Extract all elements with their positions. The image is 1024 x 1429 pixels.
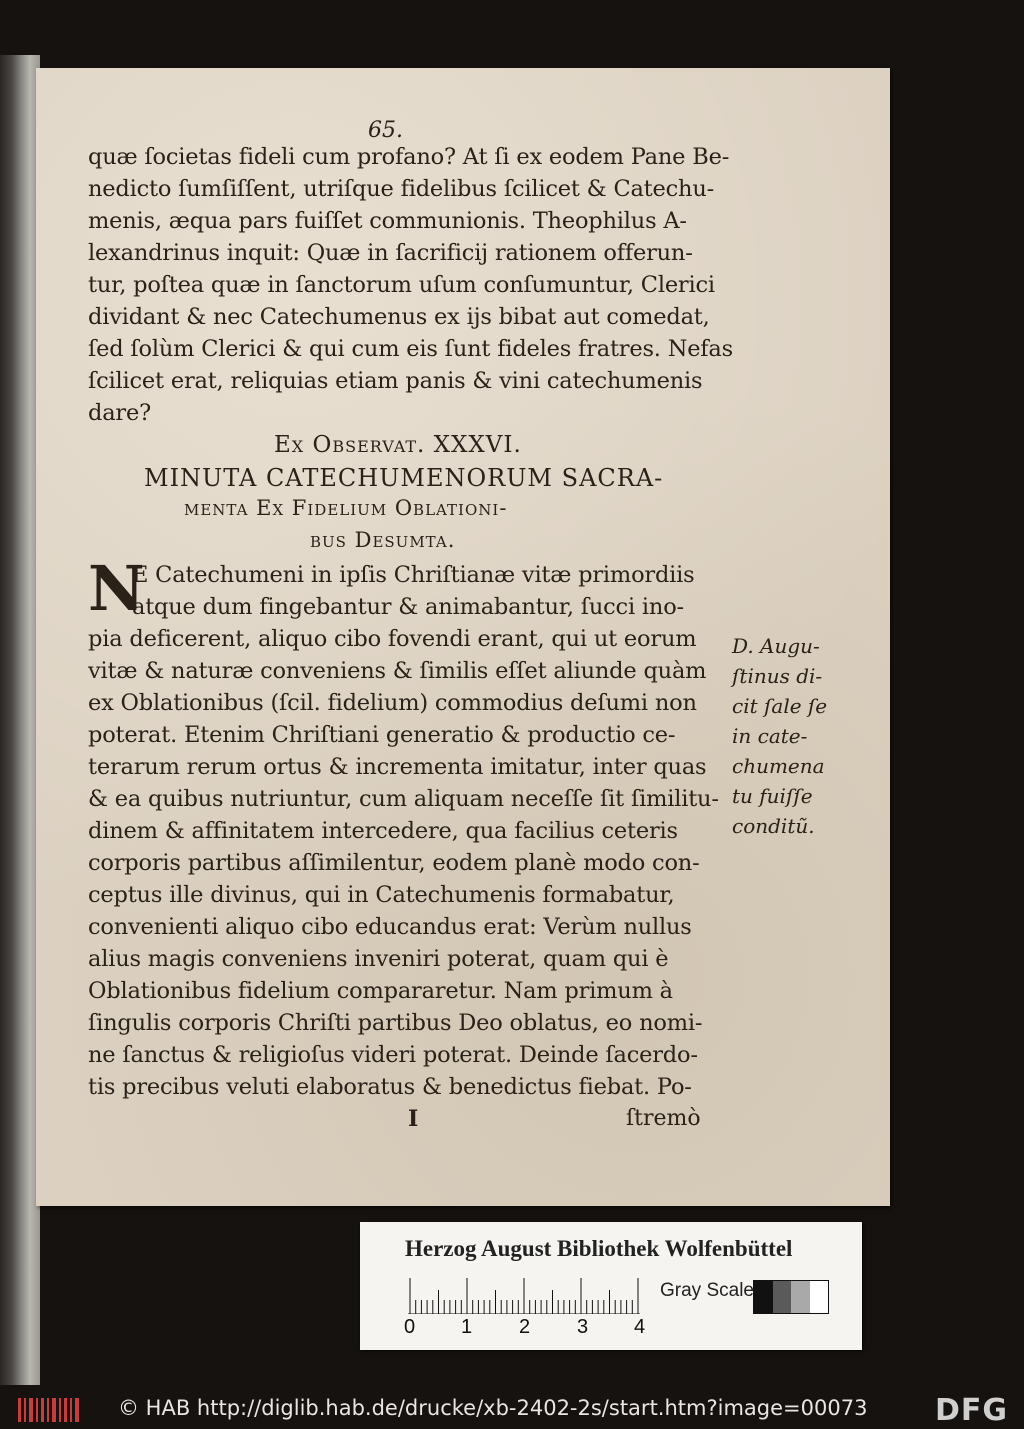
text-line: atque dum fingebantur & animabantur, ſucci ino-: [132, 594, 684, 620]
marginal-note: ſtinus di-: [732, 664, 823, 688]
text-line: dinem & affinitatem intercedere, qua facilius ceteris: [88, 818, 678, 844]
barcode-icon: [16, 1394, 86, 1426]
text-line: poterat. Etenim Chriſtiani generatio & productio ce-: [88, 722, 676, 748]
book-binding-edge: [0, 55, 40, 1385]
text-line: ſingulis corporis Chriſti partibus Deo oblatus, eo nomi-: [88, 1010, 703, 1036]
library-name: Herzog August Bibliothek Wolfenbüttel: [405, 1236, 793, 1261]
catchword: ſtremò: [626, 1106, 701, 1131]
text-line: tur, poſtea quæ in ſanctorum uſum conſumuntur, Clerici: [88, 272, 715, 298]
scale-ruler: [408, 1278, 640, 1314]
marginal-note: conditũ.: [732, 814, 815, 838]
marginal-note: cit ſale ſe: [732, 694, 828, 718]
page-number: 65.: [368, 118, 403, 143]
text-line: tis precibus veluti elaboratus & benedictus fiebat. Po-: [88, 1074, 692, 1100]
text-line: terarum rerum ortus & incrementa imitatur, inter quas: [88, 754, 707, 780]
text-line: Oblationibus fidelium compararetur. Nam primum à: [88, 978, 673, 1004]
text-line: nedicto ſumſiſſent, utriſque fidelibus ſcilicet & Catechu-: [88, 176, 715, 202]
section-heading: Ex Observat. XXXVI.: [274, 432, 522, 458]
text-line: corporis partibus aſſimilentur, eodem planè modo con-: [88, 850, 700, 876]
marginal-note: D. Augu-: [732, 634, 820, 658]
source-url[interactable]: © HAB http://diglib.hab.de/drucke/xb-2402-2s/start.htm?image=00073: [118, 1396, 868, 1420]
text-line: convenienti aliquo cibo educandus erat: Verùm nullus: [88, 914, 692, 940]
dfg-logo: DFG: [935, 1393, 1009, 1428]
text-line: E Catechumeni in ipſis Chriſtianæ vitæ primordiis: [132, 562, 695, 588]
text-line: ſed ſolùm Clerici & qui cum eis ſunt fideles fratres. Nefas: [88, 336, 733, 362]
text-line: dividant & nec Catechumenus ex ijs bibat aut comedat,: [88, 304, 710, 330]
text-line: quæ ſocietas fideli cum profano? At ſi ex eodem Pane Be-: [88, 144, 730, 170]
ruler-digit: 1: [461, 1316, 473, 1338]
text-line: dare?: [88, 400, 151, 426]
library-label: [360, 1222, 862, 1350]
signature-mark: I: [408, 1106, 419, 1132]
text-line: lexandrinus inquit: Quæ in ſacrificij rationem offerun-: [88, 240, 693, 266]
marginal-note: in cate-: [732, 724, 808, 748]
text-line: alius magis conveniens inveniri poterat, quam qui è: [88, 946, 669, 972]
text-line: & ea quibus nutriuntur, cum aliquam neceſſe ſit ſimilitu-: [88, 786, 719, 812]
ruler-digit: 3: [577, 1316, 589, 1338]
drop-cap: N: [88, 552, 145, 625]
text-line: menis, æqua pars fuiſſet communionis. Theophilus A-: [88, 208, 687, 234]
text-line: vitæ & naturæ conveniens & ſimilis eſſet aliunde quàm: [88, 658, 707, 684]
text-line: pia deficerent, aliquo cibo fovendi erant, qui ut eorum: [88, 626, 697, 652]
section-title: bus Desumta.: [310, 528, 456, 552]
text-line: ſcilicet erat, reliquias etiam panis & vini catechumenis: [88, 368, 703, 394]
ruler-digit: 2: [519, 1316, 531, 1338]
text-line: ceptus ille divinus, qui in Catechumenis formabatur,: [88, 882, 675, 908]
section-title: MINUTA CATECHUMENORUM SACRA-: [144, 464, 664, 492]
marginal-note: tu fuiſſe: [732, 784, 813, 808]
section-title: menta Ex Fidelium Oblationi-: [184, 496, 508, 520]
ruler-digit: 4: [634, 1316, 646, 1338]
ruler-digit: 0: [404, 1316, 416, 1338]
marginal-note: chumena: [732, 754, 825, 778]
book-page: [36, 68, 890, 1206]
gray-scale-label: Gray Scale: [660, 1280, 754, 1301]
text-line: ex Oblationibus (ſcil. fidelium) commodius deſumi non: [88, 690, 697, 716]
text-line: ne ſanctus & religioſus videri poterat. Deinde ſacerdo-: [88, 1042, 698, 1068]
gray-scale-strip: [753, 1280, 829, 1314]
